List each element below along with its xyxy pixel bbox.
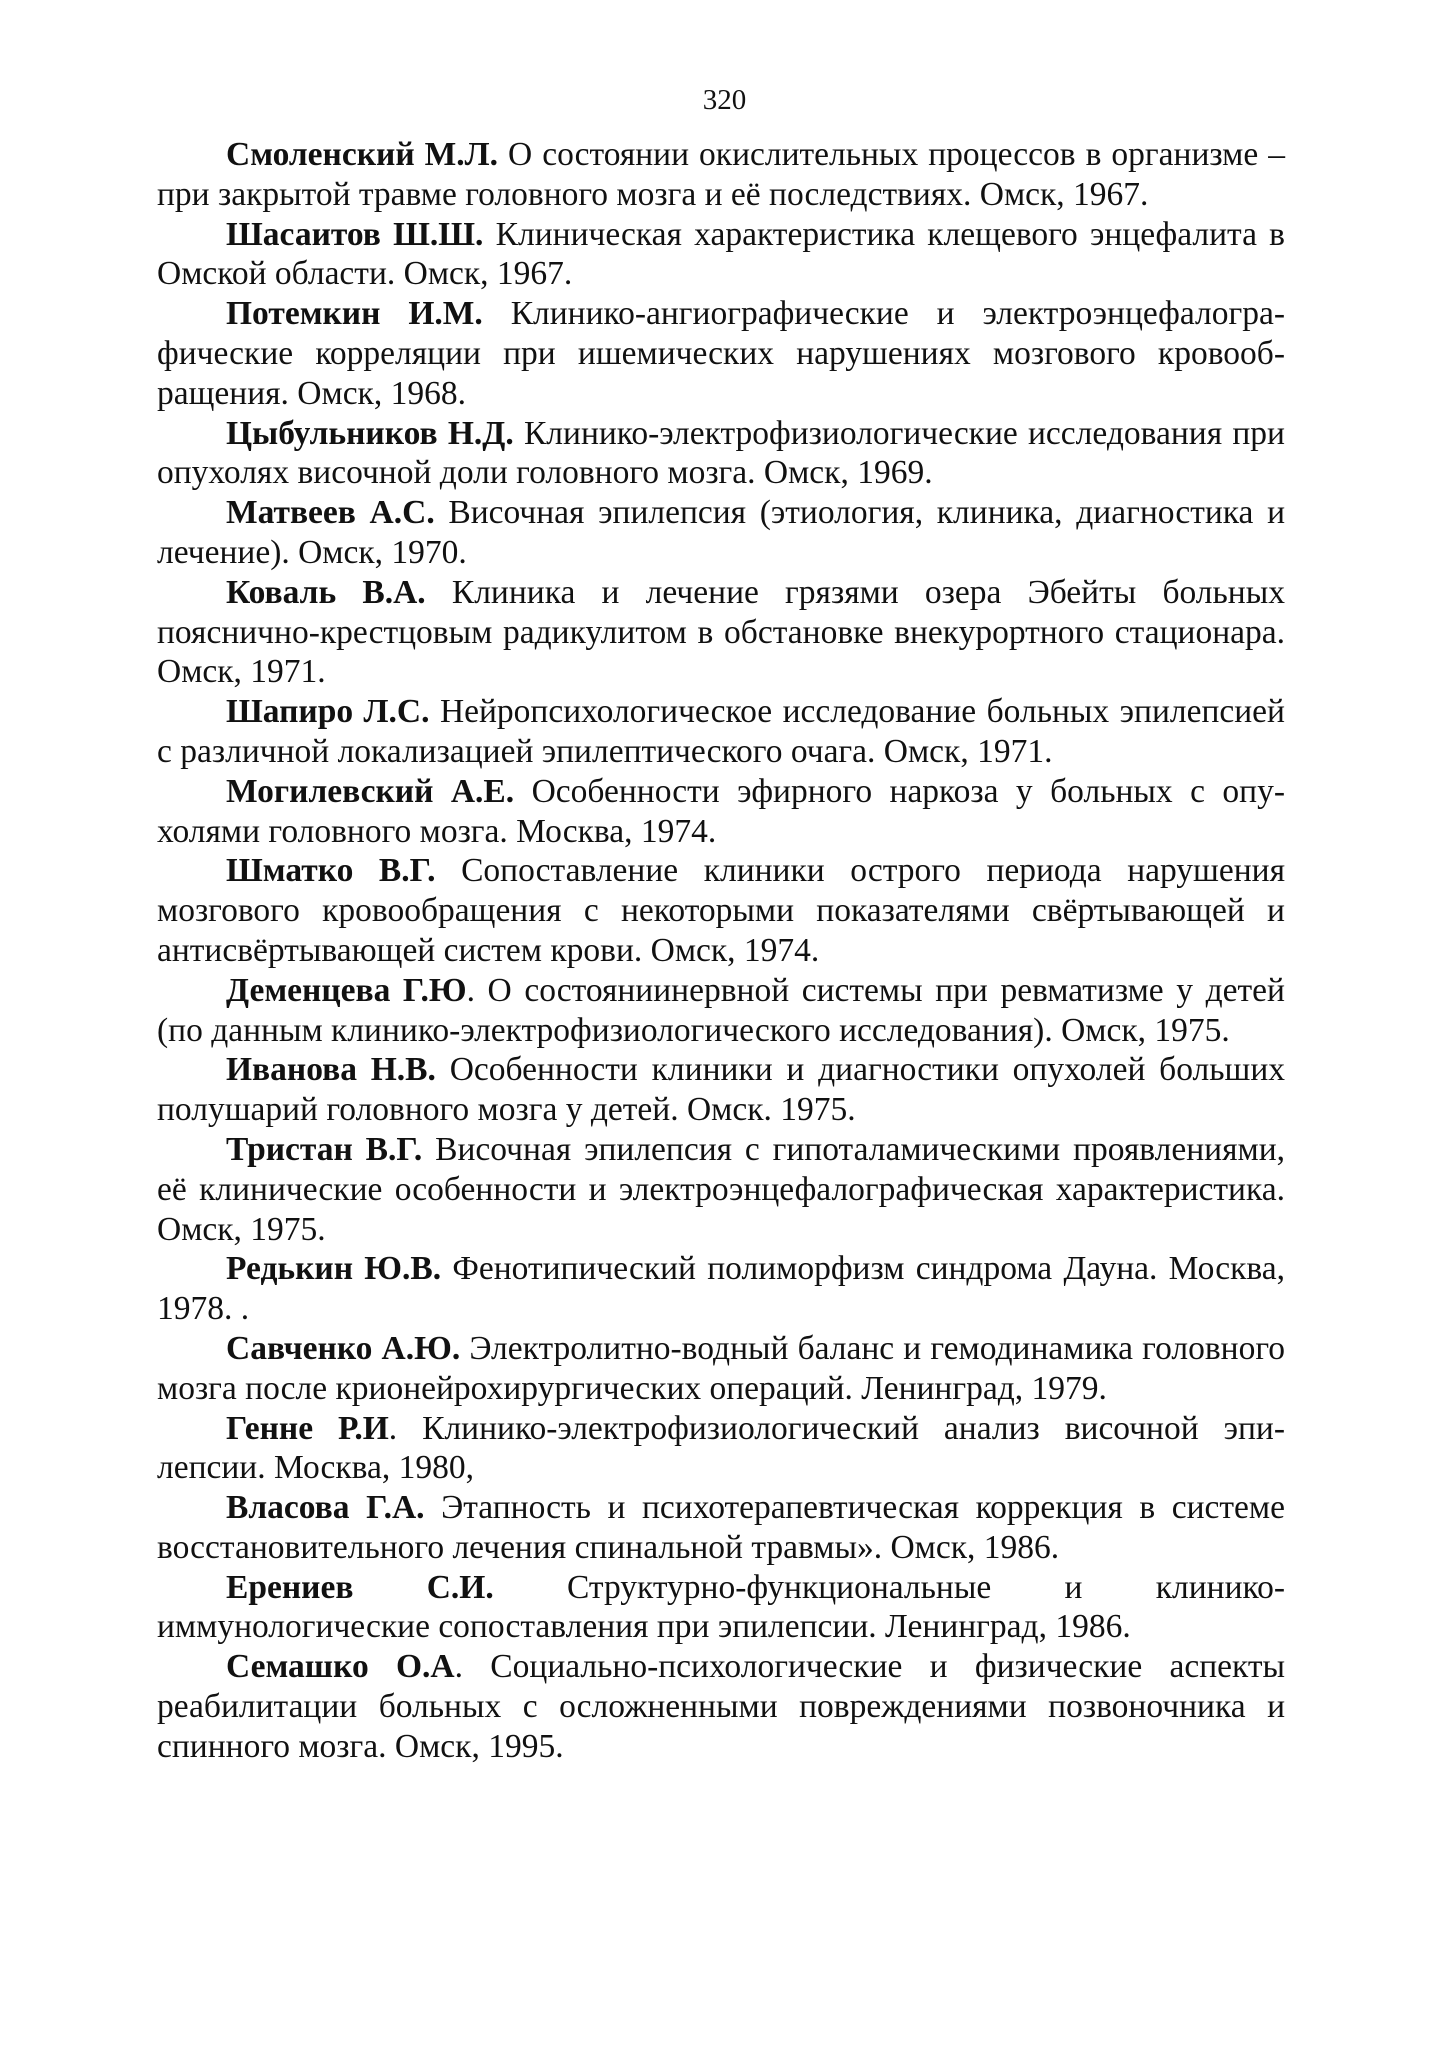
entry-author: Матвеев А.С. (226, 494, 435, 532)
entry-author: Потемкин И.М. (226, 295, 483, 333)
bibliography-list (157, 135, 1285, 1767)
entry-author: Ерениев С.И. (226, 1568, 494, 1606)
page-number: 320 (702, 84, 747, 116)
entry-text: Височная эпилепсия с гипоталамическими проявлениями, её клинические особенности и электроэнцефалографическая характеристика. Омск, 1975. (157, 1130, 1285, 1248)
bibliography-entry (157, 1488, 1285, 1568)
bibliography-entry (157, 573, 1285, 692)
bibliography-entry (157, 1050, 1285, 1130)
entry-author: Редькин Ю.В. (226, 1250, 442, 1288)
entry-text: Клиника и лечение грязями озера Эбейты больных пояснично-крестцовым радикулитом в обстановке внекурортного стационара. Омск, 1971. (157, 573, 1285, 691)
entry-author: Семашко О.А (226, 1648, 455, 1686)
entry-text: Клинико-электрофизиологические исследования при опухолях височной доли головного мозга. Омск, 1969. (157, 414, 1285, 492)
entry-author: Савченко А.Ю. (226, 1329, 461, 1367)
bibliography-entry (157, 1409, 1285, 1489)
entry-author: Цыбульников Н.Д. (226, 414, 514, 452)
bibliography-entry (157, 1130, 1285, 1249)
entry-author: Деменцева Г.Ю (226, 971, 467, 1009)
entry-text: Клиническая характеристика клещевого энцефалита в Омской области. Омск, 1967. (157, 215, 1286, 293)
entry-author: Генне Р.И (226, 1409, 389, 1447)
bibliography-entry (157, 414, 1285, 494)
entry-text: Электролитно-водный баланс и гемодинамика головного мозга после крионейрохирургических операций. Ленинград, 1979. (157, 1329, 1285, 1407)
entry-text: Сопоставление клиники острого периода нарушения мозгового кровообращения с некоторыми показателями свёртывающей и антисвёртывающей систем крови. Омск, 1974. (157, 852, 1285, 969)
bibliography-entry (157, 1568, 1285, 1648)
bibliography-entry (157, 971, 1285, 1051)
entry-text: . О состояниинервной системы при ревматизме у детей (по данным клинико-электрофизиологического исследования). Омск, 1975. (157, 971, 1285, 1049)
entry-text: Этапность и психотерапевтическая коррекция в системе восстановительного лечения спинальной травмы». Омск, 1986. (157, 1489, 1285, 1566)
entry-text: . Клинико-электрофизиологический анализ височной эпилепсии. Москва, 1980, (157, 1409, 1285, 1487)
entry-author: Шапиро Л.С. (226, 693, 430, 731)
entry-author: Тристан В.Г. (226, 1130, 423, 1168)
entry-text: Фенотипический полиморфизм синдрома Дауна. Москва, 1978. . (157, 1250, 1285, 1328)
entry-text: Височная эпилепсия (этиология, клиника, диагностика и лечение). Омск, 1970. (157, 494, 1286, 571)
bibliography-entry (157, 135, 1285, 215)
entry-author: Шматко В.Г. (226, 852, 436, 890)
bibliography-entry (157, 215, 1285, 295)
bibliography-entry (157, 692, 1285, 772)
bibliography-entry (157, 1249, 1285, 1329)
entry-text: Нейропсихологическое исследование больных эпилепсией с различной локализацией эпилептического очага. Омск, 1971. (157, 693, 1285, 770)
bibliography-entry (157, 294, 1285, 413)
bibliography-entry (157, 1647, 1285, 1766)
entry-author: Смоленский М.Л. (226, 136, 498, 173)
bibliography-entry (157, 772, 1285, 852)
bibliography-entry (157, 1329, 1285, 1409)
entry-text: Особенности эфирного наркоза у больных с опухолями головного мозга. Москва, 1974. (157, 772, 1285, 850)
entry-author: Шасаитов Ш.Ш. (226, 215, 484, 253)
bibliography-entry (157, 493, 1285, 573)
entry-author: Коваль В.А. (226, 573, 426, 611)
entry-text: Особенности клиники и диагностики опухолей больших полушарий головного мозга у детей. Омск. 1975. (157, 1051, 1285, 1129)
entry-text: О состоянии окислительных процессов в организме – при закрытой травме головного мозга и её последствиях. Омск, 1967. (157, 136, 1285, 213)
bibliography-entry (157, 851, 1285, 970)
entry-text: . Социально-психологические и физические аспекты реабилитации больных с осложненными повреждениями позвоночника и спинного мозга. Омск, 1995. (157, 1648, 1285, 1765)
entry-author: Власова Г.А. (226, 1489, 425, 1527)
entry-author: Могилевский А.Е. (226, 772, 515, 810)
entry-text: Клинико-ангиографические и электроэнцефалографические корреляции при ишемических нарушениях мозгового кровообращения. Омск, 1968. (157, 295, 1285, 412)
entry-text: Структурно-функциональные и клинико-иммунологические сопоставления при эпилепсии. Ленинград, 1986. (157, 1568, 1285, 1646)
entry-author: Иванова Н.В. (226, 1051, 436, 1089)
